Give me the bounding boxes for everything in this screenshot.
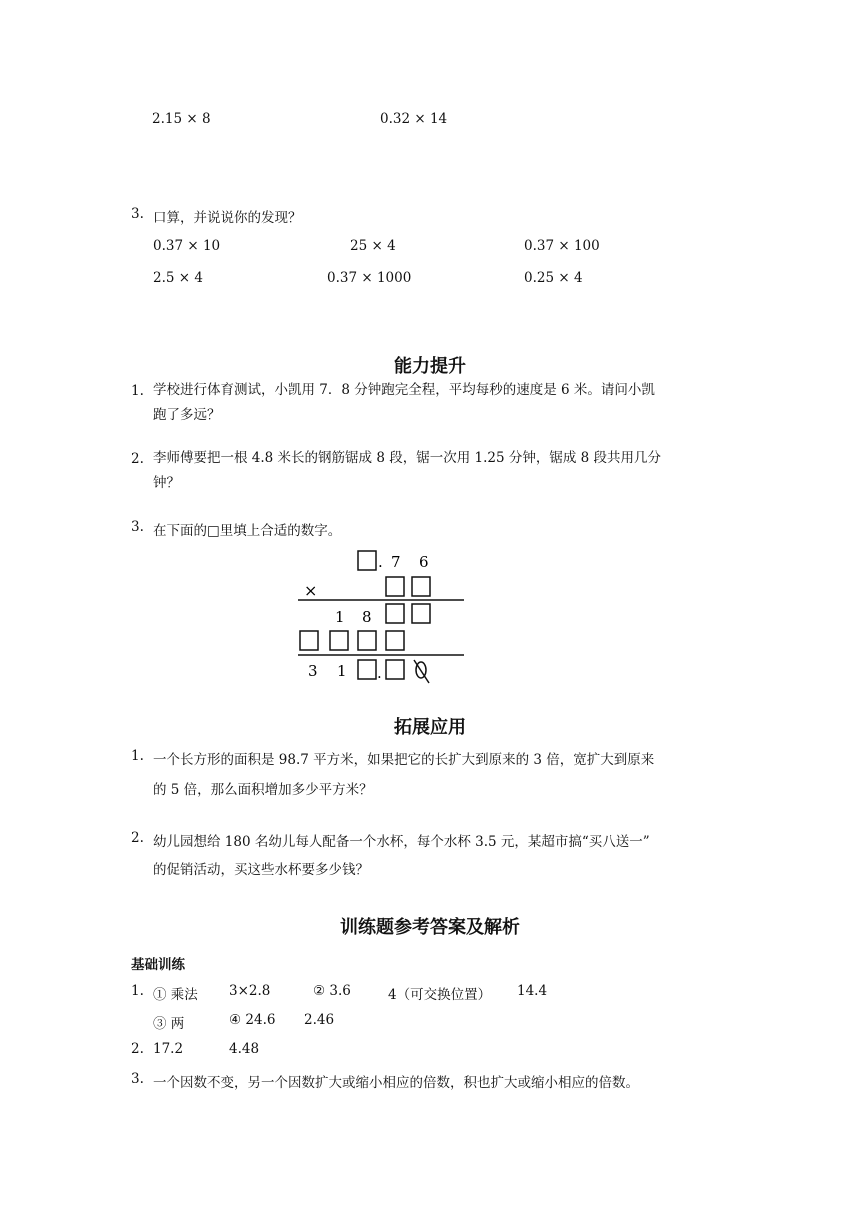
question-text [153,378,655,428]
digit: 3 [308,662,318,680]
expression-0-32x14: 0.32 × 14 [380,111,448,127]
answer-text: 一个因数不变，另一个因数扩大或缩小相应的倍数，积也扩大或缩小相应的倍数。 [153,1075,639,1091]
question-line: 钟？ [153,475,180,491]
blank-box [358,551,376,570]
decimal-point: . [378,553,383,571]
times-sign: × [304,581,318,600]
digit: 1 [335,608,345,626]
answer-number: 1. [131,983,144,999]
answer-part: 14.4 [517,983,548,999]
section-title-answers: 训练题参考答案及解析 [340,917,520,938]
question-number: 1. [131,748,144,764]
question-line: 一个长方形的面积是 98.7 平方米，如果把它的长扩大到原来的 3 倍，宽扩大到原来 [153,752,655,768]
question-number: 3. [131,206,144,222]
answer-number: 3. [131,1071,144,1087]
answer-part: ② 3.6 [313,983,351,999]
blank-box [358,660,376,679]
answer-part: 3×2.8 [229,983,271,999]
answer-part: ③ 两 [153,1016,185,1032]
expression: 2.5 × 4 [153,270,203,286]
digit: 6 [419,553,429,571]
answer-part: 2.46 [304,1012,335,1028]
expression: 0.37 × 1000 [327,270,412,286]
answer-part: 4.48 [229,1041,260,1057]
section-title-ability: 能力提升 [394,356,466,377]
section-title-extend: 拓展应用 [394,717,466,738]
digit: 7 [391,553,401,571]
answer-part: ① 乘法 [153,987,198,1003]
question-number: 2. [131,830,144,846]
digit: 8 [362,608,372,626]
answer-part: 17.2 [153,1041,184,1057]
answer-part: 4（可交换位置） [388,987,492,1003]
blank-box [412,577,430,596]
question-text: 在下面的□里填上合适的数字。 [153,523,342,539]
expression: 25 × 4 [350,238,396,254]
question-line: 跑了多远？ [153,407,221,423]
blank-box [386,604,404,623]
multiplication-puzzle [290,545,470,685]
blank-box [386,577,404,596]
blank-box [330,631,348,650]
question-line: 李师傅要把一根 4.8 米长的钢筋锯成 8 段，锯一次用 1.25 分钟，锯成 8 段共用几分 [153,450,662,466]
expression: 0.37 × 100 [524,238,600,254]
question-line: 学校进行体育测试，小凯用 7．8 分钟跑完全程，平均每秒的速度是 6 米。请问小凯 [153,382,655,398]
expression-2-15x8: 2.15 × 8 [152,111,211,127]
answer-part: ④ 24.6 [229,1012,276,1028]
question-number: 3. [131,519,144,535]
answer-number: 2. [131,1041,144,1057]
expression: 0.37 × 10 [153,238,221,254]
digit: 1 [337,662,347,680]
blank-box [386,660,404,679]
question-line: 幼儿园想给 180 名幼儿每人配备一个水杯，每个水杯 3.5 元，某超市搞“买八送一” [153,834,650,850]
question-line: 的 5 倍，那么面积增加多少平方米？ [153,782,373,798]
question-text [153,446,661,496]
question-number: 2. [131,451,144,467]
blank-box [358,631,376,650]
question-line: 的促销活动，买这些水杯要多少钱？ [153,862,369,878]
question-prompt: 口算，并说说你的发现？ [153,210,302,226]
expression: 0.25 × 4 [524,270,583,286]
blank-box [412,604,430,623]
decimal-point: . [377,664,382,682]
question-number: 1. [131,383,144,399]
answers-subtitle: 基础训练 [131,957,185,973]
blank-box [300,631,318,650]
blank-box [386,631,404,650]
